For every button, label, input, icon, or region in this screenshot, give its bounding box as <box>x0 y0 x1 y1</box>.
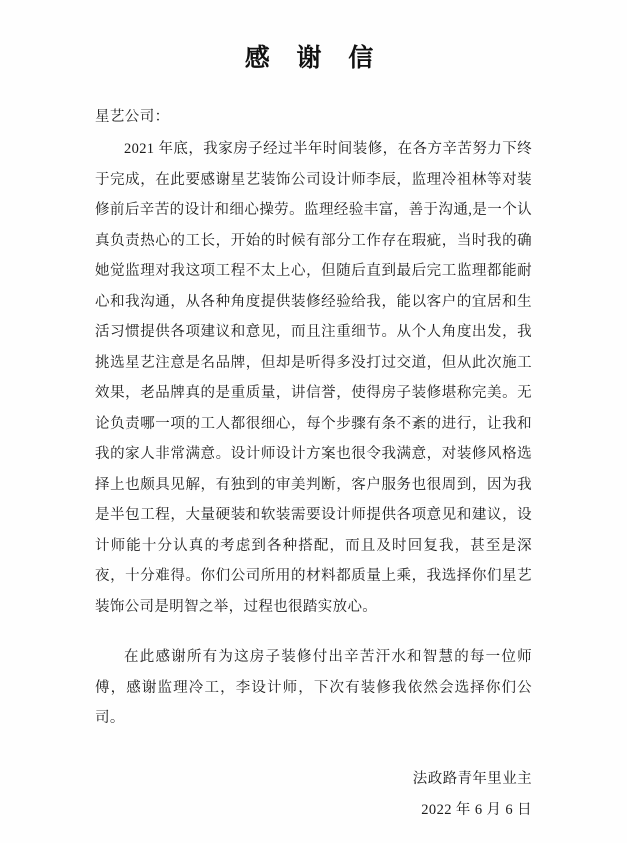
page-title: 感 谢 信 <box>244 43 383 72</box>
letter-body <box>0 90 627 734</box>
signature-name: 法政路青年里业主 <box>412 770 532 787</box>
paragraph-2: 在此感谢所有为这房子装修付出辛苦汗水和智慧的每一位师傅，感谢监理冷工，李设计师，下次有装修我依然会选择你们公司。 <box>95 649 532 726</box>
signature-block <box>0 738 627 826</box>
salutation: 星艺公司： <box>95 109 170 125</box>
signature-date: 2022 年 6 月 6 日 <box>421 801 532 818</box>
paragraph-1: 2021 年底，我家房子经过半年时间装修，在各方辛苦努力下终于完成，在此要感谢星艺装饰公司设计师李辰，监理冷祖林等对装修前后辛苦的设计和细心操劳。监理经验丰富，善于沟通,是一个认真负责热心的工长，开始的时候有部分工作存在瑕疵，当时我的确她觉监理对我这项工程不太上心，但随后直到最后完工监理都能耐心和我沟通，从各种角度提供装修经验给我，能以客户的宜居和生活习惯提供各项建议和意见，而且注重细节。从个人角度出发，我挑选星艺注意是名品牌，但却是听得多没打过交道，但从此次施工效果，老品牌真的是重质量，讲信誉，使得房子装修堪称完美。无论负责哪一项的工人都很细心，每个步骤有条不紊的进行，让我和我的家人非常满意。设计师设计方案也很令我满意，对装修风格选择上也颇具见解，有独到的审美判断，客户服务也很周到，因为我是半包工程，大量硬装和软装需要设计师提供各项意见和建议，设计师能十分认真的考虑到各种搭配，而且及时回复我，甚至是深夜，十分难得。你们公司所用的材料都质量上乘，我选择你们星艺装饰公司是明智之举，过程也很踏实放心。 <box>95 141 532 615</box>
